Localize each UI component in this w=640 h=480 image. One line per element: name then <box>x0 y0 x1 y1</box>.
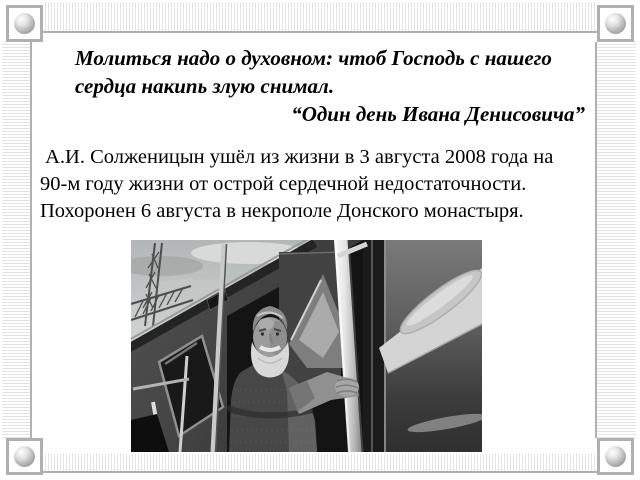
sphere-icon <box>14 446 35 467</box>
photo-solzhenitsyn-train <box>131 240 482 452</box>
frame-band-bottom <box>43 454 597 473</box>
quote-attribution: “Один день Ивана Денисовича” <box>291 102 585 126</box>
quote-block <box>75 44 587 128</box>
body-line: 90-м году жизни от острой сердечной недостаточности. <box>40 173 527 195</box>
sphere-icon <box>14 13 35 34</box>
frame-band-right <box>595 42 636 438</box>
corner-ornament-top-right <box>597 5 634 42</box>
photo-illustration <box>131 240 482 452</box>
corner-ornament-bottom-right <box>597 438 634 475</box>
quote-line: Молиться надо о духовном: чтоб Господь с нашего <box>75 46 552 70</box>
body-line: А.И. Солженицын ушёл из жизни в 3 августа 2008 года на <box>40 146 554 168</box>
body-text-block <box>40 144 608 225</box>
sphere-icon <box>605 13 626 34</box>
corner-ornament-bottom-left <box>6 438 43 475</box>
sphere-icon <box>605 446 626 467</box>
quote-line: сердца накипь злую снимал. <box>75 74 335 98</box>
corner-ornament-top-left <box>6 5 43 42</box>
body-line: Похоронен 6 августа в некрополе Донского монастыря. <box>40 200 524 222</box>
frame-band-top <box>43 2 597 33</box>
frame-band-left <box>2 42 32 438</box>
